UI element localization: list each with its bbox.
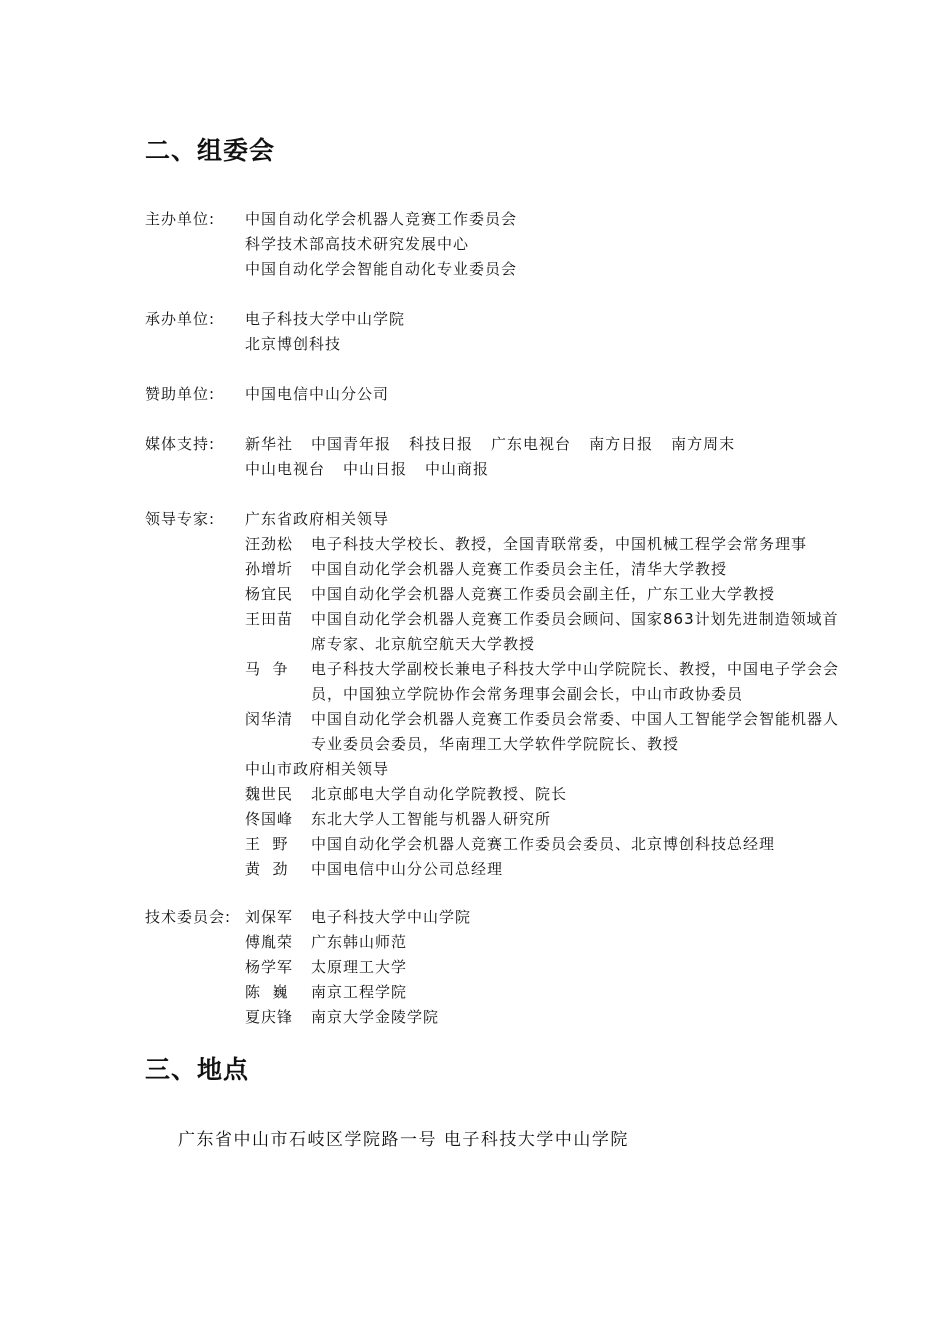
leader-entry (245, 832, 845, 857)
leader-name: 佟国峰 (245, 810, 294, 828)
leader-description: 电子科技大学校长、教授，全国青联常委，中国机械工程学会常务理事 (311, 535, 808, 553)
sponsor-block (145, 382, 845, 407)
media-list (245, 432, 845, 482)
media-row (245, 457, 845, 482)
tech-member (245, 905, 845, 930)
tech-member-name: 刘保军 (245, 908, 294, 926)
leader-entry (245, 782, 845, 807)
organizer-item: 北京博创科技 (245, 335, 342, 353)
sponsor-list (245, 382, 845, 407)
media-item: 广东电视台 (491, 435, 572, 453)
leader-name: 王 野 (245, 835, 289, 853)
media-item: 科技日报 (409, 435, 474, 453)
tech-member-org: 南京大学金陵学院 (311, 1008, 440, 1026)
leaders-block (145, 507, 845, 882)
leader-name: 汪劲松 (245, 535, 294, 553)
tech-member-org: 电子科技大学中山学院 (311, 908, 472, 926)
tech-member (245, 980, 845, 1005)
media-block (145, 432, 845, 482)
host-item: 中国自动化学会机器人竞赛工作委员会 (245, 210, 518, 228)
tech-member (245, 930, 845, 955)
tech-committee-label: 技术委员会: (145, 908, 232, 926)
leaders-group-title: 广东省政府相关领导 (245, 510, 390, 528)
leader-entry (245, 857, 845, 882)
leader-entry (245, 607, 845, 657)
media-item: 南方周末 (671, 435, 736, 453)
section-title-committee: 二、组委会 (145, 136, 276, 165)
venue-address: 广东省中山市石岐区学院路一号 电子科技大学中山学院 (178, 1130, 629, 1150)
tech-member (245, 955, 845, 980)
leader-entry (245, 532, 845, 557)
leader-name: 黄 劲 (245, 860, 289, 878)
leader-entry (245, 807, 845, 832)
leader-name: 王田苗 (245, 610, 294, 628)
leader-entry (245, 582, 845, 607)
leader-name: 魏世民 (245, 785, 294, 803)
tech-committee-block (145, 905, 845, 1030)
leader-description: 中国自动化学会机器人竞赛工作委员会委员、北京博创科技总经理 (311, 835, 776, 853)
tech-member-org: 南京工程学院 (311, 983, 408, 1001)
organizer-item: 电子科技大学中山学院 (245, 310, 406, 328)
organizer-list (245, 307, 845, 357)
section-title-location: 三、地点 (145, 1055, 250, 1084)
organizer-label: 承办单位: (145, 310, 216, 328)
leaders-group-title: 中山市政府相关领导 (245, 760, 390, 778)
media-item: 中山电视台 (245, 460, 326, 478)
host-item: 中国自动化学会智能自动化专业委员会 (245, 260, 518, 278)
leader-name: 杨宜民 (245, 585, 294, 603)
leader-description: 中国自动化学会机器人竞赛工作委员会常委、中国人工智能学会智能机器人专业委员会委员，华南理工大学软件学院院长、教授 (311, 710, 840, 753)
media-item: 中山日报 (343, 460, 408, 478)
tech-member-name: 夏庆锋 (245, 1008, 294, 1026)
host-item: 科学技术部高技术研究发展中心 (245, 235, 470, 253)
sponsor-label: 赞助单位: (145, 385, 216, 403)
leader-entry (245, 557, 845, 582)
host-label: 主办单位: (145, 210, 216, 228)
leader-description: 中国自动化学会机器人竞赛工作委员会顾问、国家863计划先进制造领域首席专家、北京航空航天大学教授 (311, 610, 839, 653)
leader-entry (245, 657, 845, 707)
tech-member-org: 广东韩山师范 (311, 933, 408, 951)
leader-description: 东北大学人工智能与机器人研究所 (311, 810, 552, 828)
tech-member-name: 陈 巍 (245, 983, 289, 1001)
tech-member (245, 1005, 845, 1030)
host-block (145, 207, 845, 282)
tech-member-org: 太原理工大学 (311, 958, 408, 976)
leader-name: 马 争 (245, 660, 289, 678)
tech-member-name: 傅胤荣 (245, 933, 294, 951)
leader-name: 孙增圻 (245, 560, 294, 578)
tech-member-name: 杨学军 (245, 958, 294, 976)
media-item: 中山商报 (425, 460, 490, 478)
leader-entry (245, 707, 845, 757)
tech-committee-list (245, 905, 845, 1030)
leader-description: 中国电信中山分公司总经理 (311, 860, 504, 878)
media-label: 媒体支持: (145, 435, 216, 453)
sponsor-item: 中国电信中山分公司 (245, 385, 390, 403)
leader-description: 电子科技大学副校长兼电子科技大学中山学院院长、教授，中国电子学会会员，中国独立学院协作会常务理事会副会长，中山市政协委员 (311, 660, 840, 703)
leaders-list (245, 507, 845, 882)
media-item: 中国青年报 (311, 435, 392, 453)
organizer-block (145, 307, 845, 357)
media-item: 南方日报 (589, 435, 654, 453)
leader-description: 北京邮电大学自动化学院教授、院长 (311, 785, 568, 803)
leader-description: 中国自动化学会机器人竞赛工作委员会副主任，广东工业大学教授 (311, 585, 776, 603)
leader-description: 中国自动化学会机器人竞赛工作委员会主任，清华大学教授 (311, 560, 728, 578)
leader-name: 闵华清 (245, 710, 294, 728)
media-row (245, 432, 845, 457)
leaders-label: 领导专家: (145, 510, 216, 528)
media-item: 新华社 (245, 435, 294, 453)
host-list (245, 207, 845, 282)
